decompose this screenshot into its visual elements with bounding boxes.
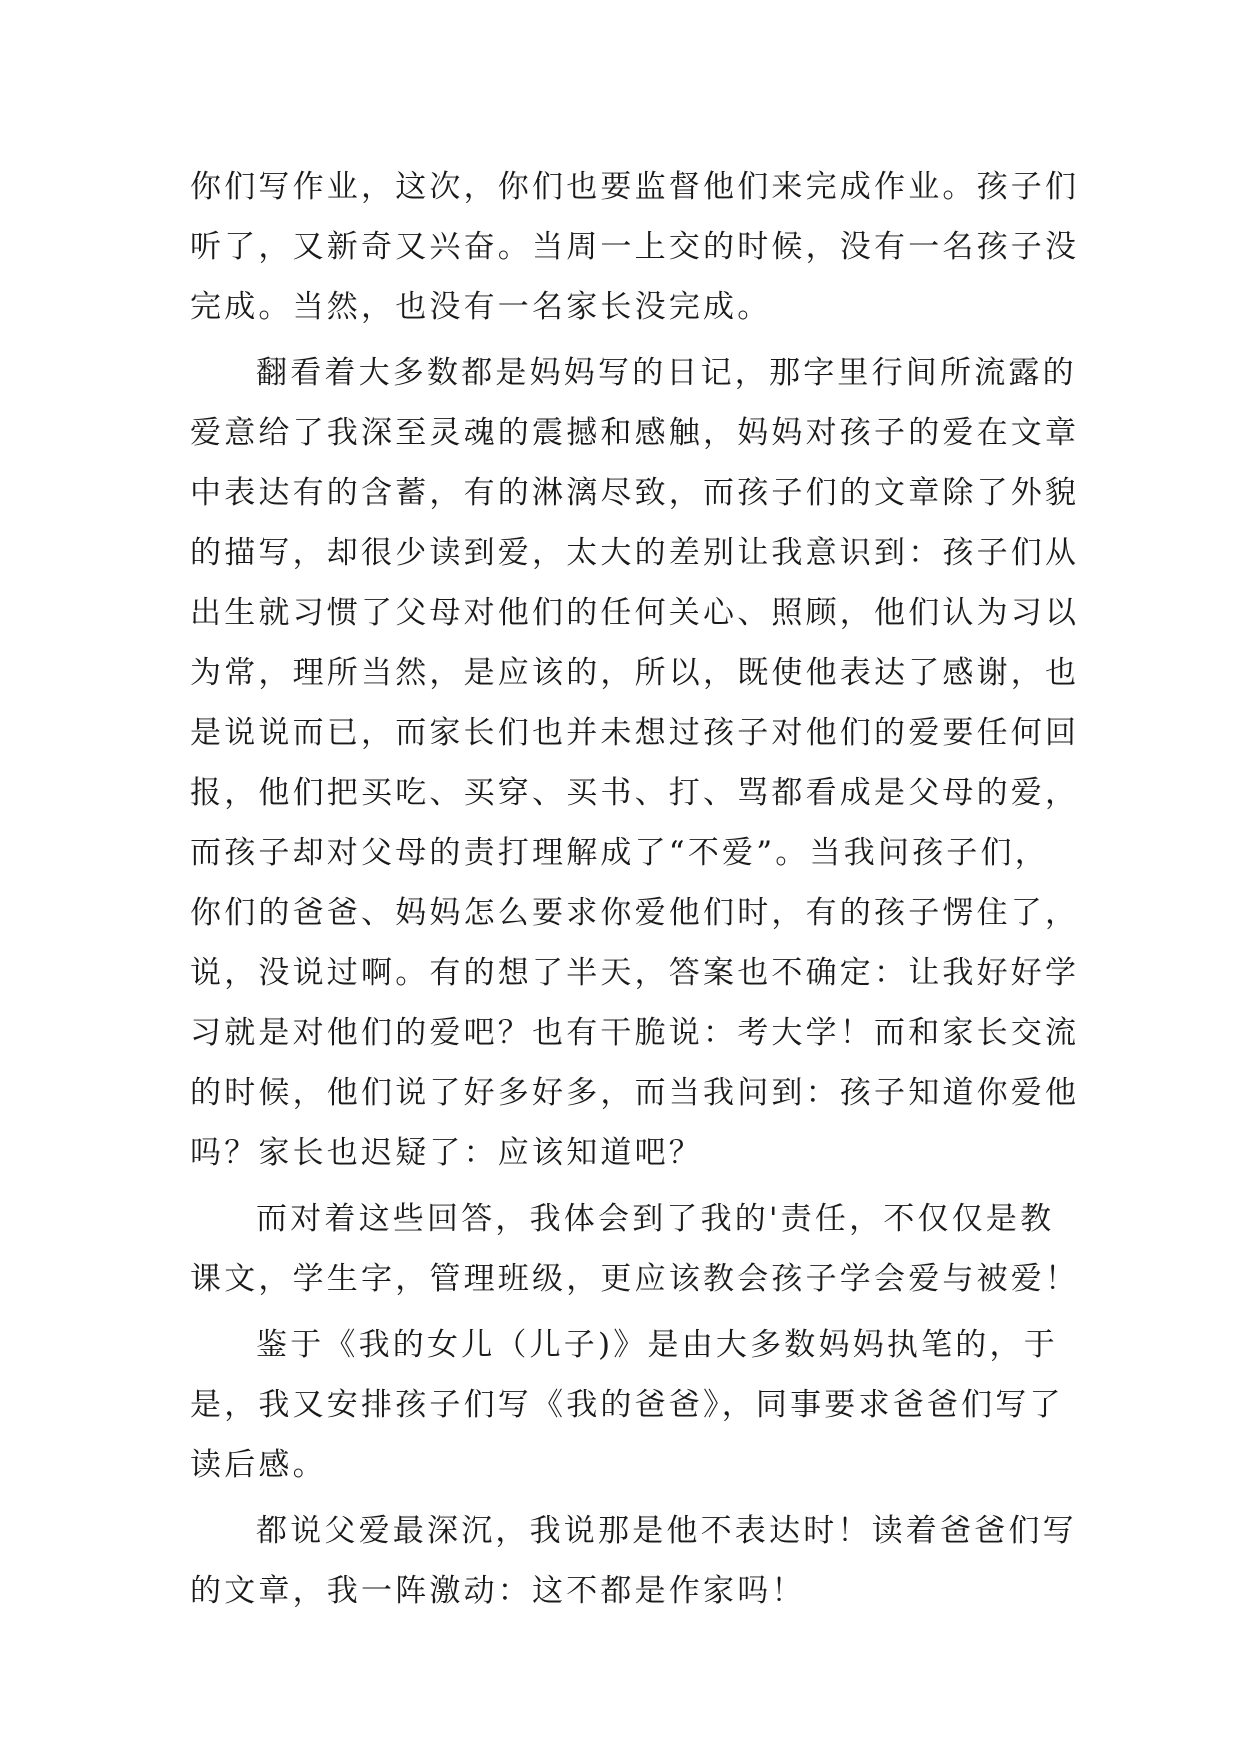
text-line: 完成。当然，也没有一名家长没完成。: [190, 289, 772, 325]
text-line: 出生就习惯了父母对他们的任何关心、照顾，他们认为习以: [190, 595, 1080, 631]
text-line: 的描写，却很少读到爱，太大的差别让我意识到：孩子们从: [190, 535, 1080, 571]
text-line: 都说父爱最深沉，我说那是他不表达时！读着爸爸们写: [256, 1513, 1077, 1549]
text-line: 习就是对他们的爱吧？也有干脆说：考大学！而和家长交流: [190, 1015, 1080, 1051]
text-line: 翻看着大多数都是妈妈写的日记，那字里行间所流露的: [256, 355, 1077, 391]
text-line: 你们写作业，这次，你们也要监督他们来完成作业。孩子们: [190, 169, 1080, 205]
text-line: 是，我又安排孩子们写《我的爸爸》，同事要求爸爸们写了: [190, 1387, 1064, 1423]
text-line: 爱意给了我深至灵魂的震撼和感触，妈妈对孩子的爱在文章: [190, 415, 1080, 451]
text-line: 读后感。: [190, 1447, 327, 1483]
text-line: 而孩子却对父母的责打理解成了“不爱”。当我问孩子们，: [190, 835, 1049, 871]
text-line: 报，他们把买吃、买穿、买书、打、骂都看成是父母的爱，: [190, 775, 1080, 811]
text-line: 听了，又新奇又兴奋。当周一上交的时候，没有一名孩子没: [190, 229, 1080, 265]
text-line: 是说说而已，而家长们也并未想过孩子对他们的爱要任何回: [190, 715, 1080, 751]
document-body: [190, 157, 1080, 1621]
text-line: 吗？家长也迟疑了：应该知道吧？: [190, 1135, 703, 1171]
text-line: 的时候，他们说了好多好多，而当我问到：孩子知道你爱他: [190, 1075, 1080, 1111]
text-line: 中表达有的含蓄，有的淋漓尽致，而孩子们的文章除了外貌: [190, 475, 1080, 511]
text-line: 而对着这些回答，我体会到了我的'责任，不仅仅是教: [256, 1201, 1055, 1237]
text-line: 的文章，我一阵激动：这不都是作家吗！: [190, 1573, 806, 1609]
text-line: 说，没说过啊。有的想了半天，答案也不确定：让我好好学: [190, 955, 1080, 991]
text-line: 课文，学生字，管理班级，更应该教会孩子学会爱与被爱！: [190, 1261, 1080, 1297]
text-line: 为常，理所当然，是应该的，所以，既使他表达了感谢，也: [190, 655, 1080, 691]
text-line: 鉴于《我的女儿（儿子)》是由大多数妈妈执笔的，于: [256, 1327, 1058, 1363]
text-line: 你们的爸爸、妈妈怎么要求你爱他们时，有的孩子愣住了，: [190, 895, 1080, 931]
